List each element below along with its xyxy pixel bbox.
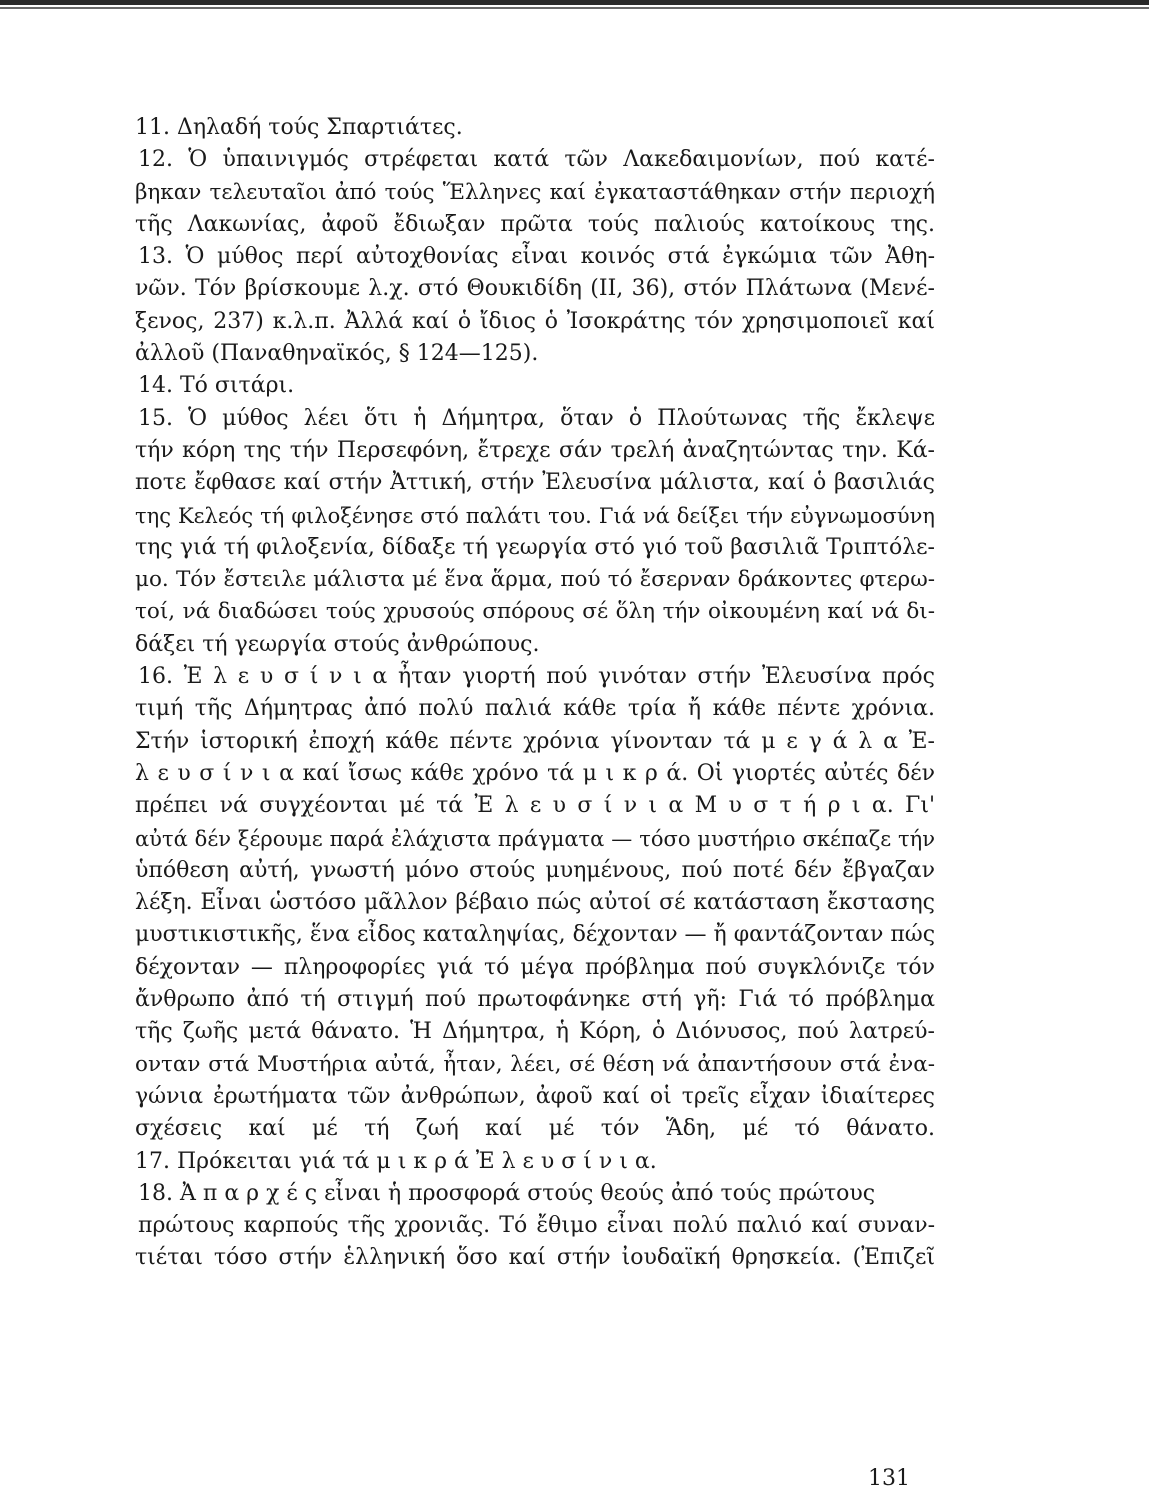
text-line: δάξει τή γεωργία στούς ἀνθρώπους. [135, 631, 540, 657]
text-line: νῶν. Τόν βρίσκουμε λ.χ. στό Θουκιδίδη (II, 36), στόν Πλάτωνα (Μενέ- [135, 276, 935, 302]
text-line: πρέπει νά συγχέονται μέ τά Ἐ λ ε υ σ ί ν ι α Μ υ σ τ ή ρ ι α. Γι' [135, 793, 935, 819]
text-line: αὐτά δέν ξέρουμε παρά ἐλάχιστα πράγματα — τόσο μυστήριο σκέπαζε τήν [135, 826, 935, 851]
text-line: ἄνθρωπο ἀπό τή στιγμή πού πρωτοφάνηκε στή γῆ: Γιά τό πρόβλημα [135, 987, 935, 1013]
text-line: τιέται τόσο στήν ἑλληνική ὅσο καί στήν ἰουδαϊκή θρησκεία. (Ἐπιζεῖ [135, 1245, 935, 1271]
text-line: μυστικιστικῆς, ἕνα εἶδος καταληψίας, δέχονταν — ἤ φαντάζονταν πώς [135, 922, 936, 948]
top-edge-rule-thin [0, 7, 1149, 9]
top-edge-rule [0, 0, 1149, 5]
text-line: δέχονταν — πληροφορίες γιά τό μέγα πρόβλημα πού συγκλόνιζε τόν [135, 954, 935, 980]
text-line: τιμή τῆς Δήμητρας ἀπό πολύ παλιά κάθε τρία ἤ κάθε πέντε χρόνια. [135, 696, 935, 722]
text-line: ὑπόθεση αὐτή, γνωστή μόνο στούς μυημένους, πού ποτέ δέν ἔβγαζαν [135, 857, 935, 883]
text-line: 16. Ἐ λ ε υ σ ί ν ι α ἦταν γιορτή πού γινόταν στήν Ἐλευσίνα πρός [138, 664, 935, 690]
text-line: ξενος, 237) κ.λ.π. Ἀλλά καί ὁ ἴδιος ὁ Ἰσοκράτης τόν χρησιμοποιεῖ καί [135, 308, 935, 334]
text-line: πρώτους καρπούς τῆς χρονιᾶς. Τό ἔθιμο εἶναι πολύ παλιό καί συναν- [138, 1213, 935, 1239]
text-line: τήν κόρη της τήν Περσεφόνη, ἔτρεχε σάν τρελή ἀναζητώντας την. Κά- [135, 437, 935, 463]
text-line: ἀλλοῦ (Παναθηναϊκός, § 124—125). [135, 341, 539, 367]
text-line: της γιά τή φιλοξενία, δίδαξε τή γεωργία στό γιό τοῦ βασιλιᾶ Τριπτόλε- [135, 534, 935, 560]
text-line [135, 1275, 935, 1307]
text-line: ονταν στά Μυστήρια αὐτά, ἦταν, λέει, σέ θέση νά ἀπαντήσουν στά ἐνα- [135, 1051, 935, 1077]
text-line: 14. Τό σιτάρι. [138, 373, 295, 399]
notes-text-block [135, 112, 935, 1307]
text-line: 13. Ὁ μύθος περί αὐτοχθονίας εἶναι κοινός στά ἐγκώμια τῶν Ἀθη- [138, 244, 935, 270]
text-line: 11. Δηλαδή τούς Σπαρτιάτες. [135, 115, 463, 140]
text-line: 17. Πρόκειται γιά τά μ ι κ ρ ά Ἐ λ ε υ σ ί ν ι α. [135, 1148, 657, 1174]
text-line: γώνια ἐρωτήματα τῶν ἀνθρώπων, ἀφοῦ καί οἱ τρεῖς εἶχαν ἰδιαίτερες [135, 1083, 935, 1109]
text-line: σχέσεις καί μέ τή ζωή καί μέ τόν Ἅδη, μέ τό θάνατο. [135, 1116, 935, 1142]
text-line: Στήν ἱστορική ἐποχή κάθε πέντε χρόνια γίνονταν τά μ ε γ ά λ α Ἐ- [135, 728, 935, 754]
page-number: 131 [868, 1466, 910, 1491]
text-line: τῆς Λακωνίας, ἀφοῦ ἔδιωξαν πρῶτα τούς παλιούς κατοίκους της. [135, 211, 935, 237]
text-line: 18. Ἀ π α ρ χ έ ς εἶναι ἡ προσφορά στούς θεούς ἀπό τούς πρώτους [138, 1180, 876, 1206]
text-line: 12. Ὁ ὑπαινιγμός στρέφεται κατά τῶν Λακεδαιμονίων, πού κατέ- [138, 147, 935, 173]
text-line: τοί, νά διαδώσει τούς χρυσούς σπόρους σέ ὅλη τήν οἰκουμένη καί νά δι- [135, 599, 935, 625]
text-line: λέξη. Εἶναι ὡστόσο μᾶλλον βέβαιο πώς αὐτοί σέ κατάσταση ἔκστασης [135, 890, 935, 916]
text-line: μο. Τόν ἔστειλε μάλιστα μέ ἕνα ἅρμα, πού τό ἔσερναν δράκοντες φτερω- [135, 567, 935, 593]
text-line: λ ε υ σ ί ν ι α καί ἴσως κάθε χρόνο τά μ ι κ ρ ά. Οἱ γιορτές αὐτές δέν [135, 760, 935, 786]
text-line: της Κελεός τή φιλοξένησε στό παλάτι του. Γιά νά δείξει τήν εὐγνωμοσύνη [135, 503, 935, 528]
text-line: ποτε ἔφθασε καί στήν Ἀττική, στήν Ἐλευσίνα μάλιστα, καί ὁ βασιλιάς [135, 470, 935, 496]
text-line: τῆς ζωῆς μετά θάνατο. Ἡ Δήμητρα, ἡ Κόρη, ὁ Διόνυσος, πού λατρεύ- [135, 1019, 935, 1045]
text-line: βηκαν τελευταῖοι ἀπό τούς Ἕλληνες καί ἐγκαταστάθηκαν στήν περιοχή [135, 179, 935, 205]
text-line: 15. Ὁ μύθος λέει ὅτι ἡ Δήμητρα, ὅταν ὁ Πλούτωνας τῆς ἔκλεψε [138, 405, 935, 431]
